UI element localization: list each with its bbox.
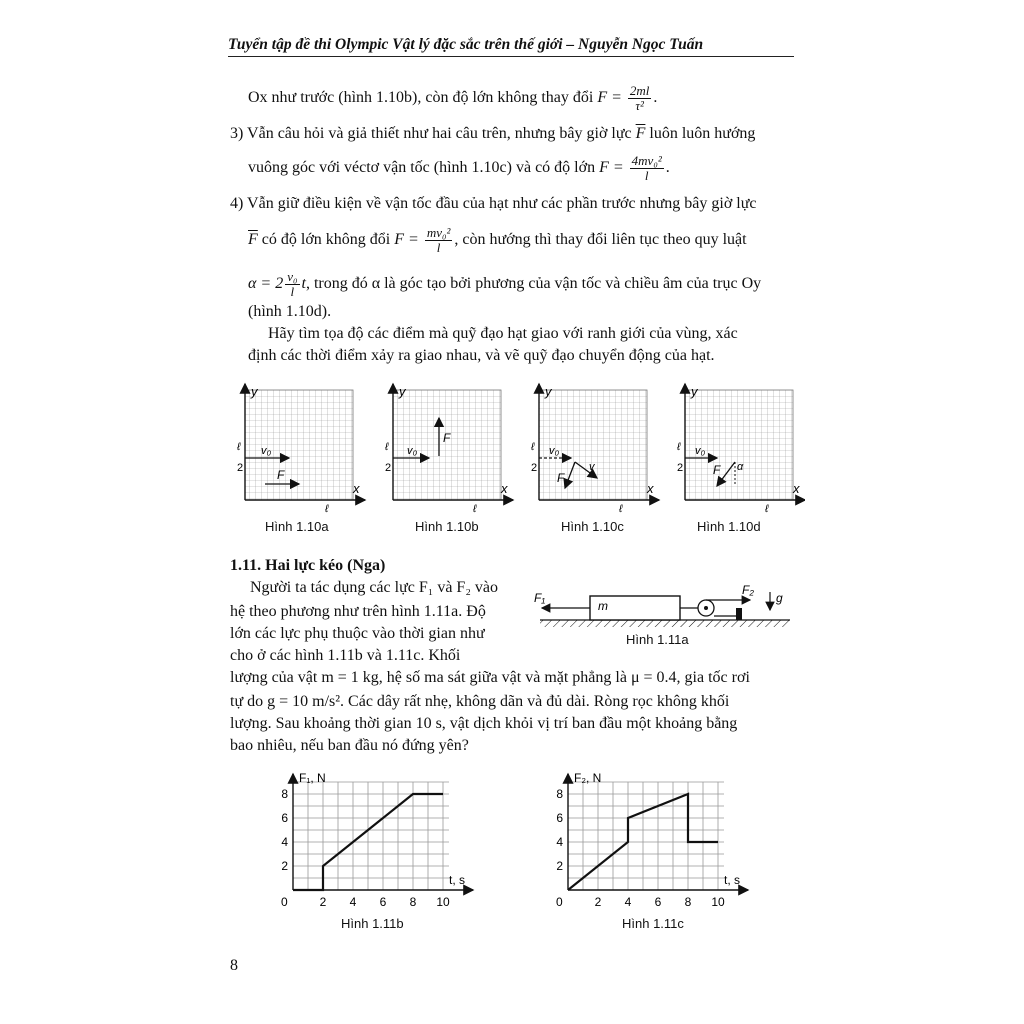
item-3-line-2: vuông góc với véctơ vận tốc (hình 1.10c) và có độ lớn F = $\frac{\text{4mv₀²}}{l}$ .	[248, 153, 670, 183]
fraction	[628, 84, 652, 113]
fraction-num: v₀	[287, 269, 298, 284]
v0-label: v₀	[261, 445, 272, 457]
f2-label: F₂	[742, 583, 754, 597]
fraction-num: mv₀²	[426, 225, 451, 240]
x-axis-label: t, s	[724, 873, 741, 887]
caption-1-10a: Hình 1.10a	[265, 519, 329, 534]
x-tick-label: 2	[319, 895, 327, 909]
ell-label: ℓ	[385, 441, 389, 453]
mass-label: m	[598, 599, 608, 613]
section-text-4: cho ở các hình 1.11b và 1.11c. Khối	[230, 647, 461, 664]
ell-label: ℓ	[677, 441, 681, 453]
fraction-den: l	[436, 240, 441, 255]
wall-post	[736, 608, 742, 620]
figure-1-10a	[236, 384, 365, 515]
fraction	[425, 226, 453, 255]
force-label: F	[557, 471, 565, 485]
caption-1-10d: Hình 1.10d	[697, 519, 761, 534]
ell-label-x: ℓ	[765, 503, 769, 515]
chart-1-11c	[550, 768, 760, 912]
x-axis-label: x	[353, 481, 360, 496]
x-axis-label: x	[647, 481, 654, 496]
y-axis-label: y	[691, 384, 698, 399]
y-axis-label: y	[545, 384, 552, 399]
y-tick-label: 8	[281, 787, 288, 801]
fraction-den: τ²	[635, 98, 644, 113]
x-tick-label: 10	[436, 895, 450, 909]
formula-lhs: F =	[597, 89, 622, 107]
ground-hatch	[540, 620, 790, 627]
item-4-line-4: (hình 1.10d).	[248, 303, 332, 320]
x-tick-label: 10	[711, 895, 725, 909]
caption-1-10c: Hình 1.10c	[561, 519, 624, 534]
y-tick-label: 8	[556, 787, 563, 801]
v0-label: v₀	[695, 445, 706, 457]
page-header: Tuyển tập đề thi Olympic Vật lý đặc sắc trên thế giới – Nguyễn Ngọc Tuấn	[228, 36, 704, 53]
caption-1-11a: Hình 1.11a	[626, 632, 689, 647]
y-tick-label: 6	[281, 811, 288, 825]
x-tick-label: 8	[409, 895, 417, 909]
text-segment: Ox như trước (hình 1.10b), còn độ lớn không thay đổi	[248, 89, 598, 107]
v0-label: v₀	[407, 445, 418, 457]
question-line-2: định các thời điểm xảy ra giao nhau, và vẽ quỹ đạo chuyển động của hạt.	[248, 347, 715, 364]
section-text-1: Người ta tác dụng các lực F₁ và F₂ vào	[250, 579, 499, 596]
two-label: 2	[385, 462, 392, 474]
pulley-axle	[704, 606, 708, 610]
x-tick-label: 8	[684, 895, 692, 909]
fraction	[630, 154, 664, 183]
section-text-2: hệ theo phương như trên hình 1.11a. Độ	[230, 603, 486, 620]
figure-1-10d	[676, 384, 805, 515]
vector-symbol: $\overline{F}$	[635, 125, 646, 142]
y-axis-label: F₁, N	[299, 771, 326, 785]
g-label: g	[776, 591, 783, 605]
text-segment: , còn hướng thì thay đổi liên tục theo quy luật	[454, 231, 747, 249]
header-rule	[228, 56, 794, 57]
x-axis-label: t, s	[449, 873, 466, 887]
v-label: v	[589, 461, 595, 473]
y-axis-label: y	[251, 384, 258, 399]
item-3-line-1	[230, 124, 755, 144]
caption-1-11c: Hình 1.11c	[622, 916, 684, 931]
two-label: 2	[237, 462, 244, 474]
figure-1-10c	[530, 384, 659, 515]
section-text-5: lượng của vật m = 1 kg, hệ số ma sát giữa vật và mặt phẳng là μ = 0.4, gia tốc rơi	[230, 669, 750, 686]
x-tick-label: 6	[654, 895, 662, 909]
formula-lhs: F =	[599, 159, 624, 177]
text-line-1: Ox như trước (hình 1.10b), còn độ lớn không thay đổi F = $\frac{2ml}{\text{τ²}}$ .	[248, 83, 658, 113]
x-tick-label: 2	[594, 895, 602, 909]
alpha-label: α	[737, 461, 744, 473]
text-segment: , trong đó α là góc tạo bởi phương của vận tốc và chiều âm của trục Oy	[305, 275, 762, 293]
section-heading: 1.11. Hai lực kéo (Nga)	[230, 557, 386, 574]
ell-label-x: ℓ	[325, 503, 329, 515]
two-label: 2	[677, 462, 684, 474]
y-axis-label: F₂, N	[574, 771, 602, 785]
v0-label: v₀	[549, 445, 560, 457]
question-line-1: Hãy tìm tọa độ các điểm mà quỹ đạo hạt giao với ranh giới của vùng, xác	[268, 325, 738, 342]
item-4-line-3	[248, 270, 761, 299]
x-tick-label: 4	[349, 895, 357, 909]
formula-var: t	[301, 275, 306, 293]
caption-1-10b: Hình 1.10b	[415, 519, 479, 534]
item-4-line-2	[248, 226, 747, 255]
force-label: F	[713, 463, 721, 477]
fraction-den: l	[290, 284, 295, 299]
ell-label: ℓ	[531, 441, 535, 453]
x-tick-label: 6	[379, 895, 387, 909]
x-tick-label: 0	[281, 895, 288, 909]
force-label: F	[277, 468, 285, 482]
section-text-8: bao nhiêu, nếu ban đầu nó đứng yên?	[230, 737, 469, 754]
ell-label: ℓ	[237, 441, 241, 453]
fraction-num: 2ml	[629, 83, 650, 98]
y-tick-label: 6	[556, 811, 563, 825]
ell-label-x: ℓ	[619, 503, 623, 515]
x-axis-label: x	[501, 481, 508, 496]
text-segment: luôn luôn hướng	[645, 125, 756, 142]
figures-1-10	[225, 378, 805, 518]
page-number: 8	[230, 957, 238, 974]
caption-1-11b: Hình 1.11b	[341, 916, 404, 931]
vector-symbol: $\overline{F}$	[248, 231, 258, 249]
figure-1-10b	[384, 384, 513, 515]
formula-lhs: F =	[394, 231, 419, 249]
force-label: F	[443, 431, 451, 445]
item-4-line-1: 4) Vẫn giữ điều kiện về vận tốc đầu của hạt như các phần trước nhưng bây giờ lực	[230, 195, 757, 212]
x-axis-label: x	[793, 481, 800, 496]
x-tick-label: 0	[556, 895, 563, 909]
text-segment: có độ lớn không đổi	[257, 231, 395, 249]
f1-label: F₁	[534, 591, 546, 605]
formula-lhs: α = 2	[248, 275, 284, 293]
chart-1-11b	[275, 768, 485, 912]
fraction-den: l	[644, 168, 649, 183]
text-segment: 3) Vẫn câu hỏi và giả thiết như hai câu trên, nhưng bây giờ lực	[230, 125, 636, 142]
two-label: 2	[531, 462, 538, 474]
y-axis-label: y	[399, 384, 406, 399]
y-tick-label: 4	[556, 835, 563, 849]
section-text-6: tự do g = 10 m/s². Các dây rất nhẹ, không dãn và đủ dài. Ròng rọc không khối	[230, 693, 730, 710]
fraction	[285, 270, 299, 299]
ell-label-x: ℓ	[473, 503, 477, 515]
section-text-3: lớn các lực phụ thuộc vào thời gian như	[230, 625, 485, 642]
text-segment: vuông góc với véctơ vận tốc (hình 1.10c) và có độ lớn	[248, 159, 600, 177]
y-tick-label: 4	[281, 835, 288, 849]
y-tick-label: 2	[281, 859, 288, 873]
x-tick-label: 4	[624, 895, 632, 909]
y-tick-label: 2	[556, 859, 563, 873]
fraction-num: 4mv₀²	[631, 153, 662, 168]
section-text-7: lượng. Sau khoảng thời gian 10 s, vật dịch khỏi vị trí ban đầu một khoảng bằng	[230, 715, 738, 732]
